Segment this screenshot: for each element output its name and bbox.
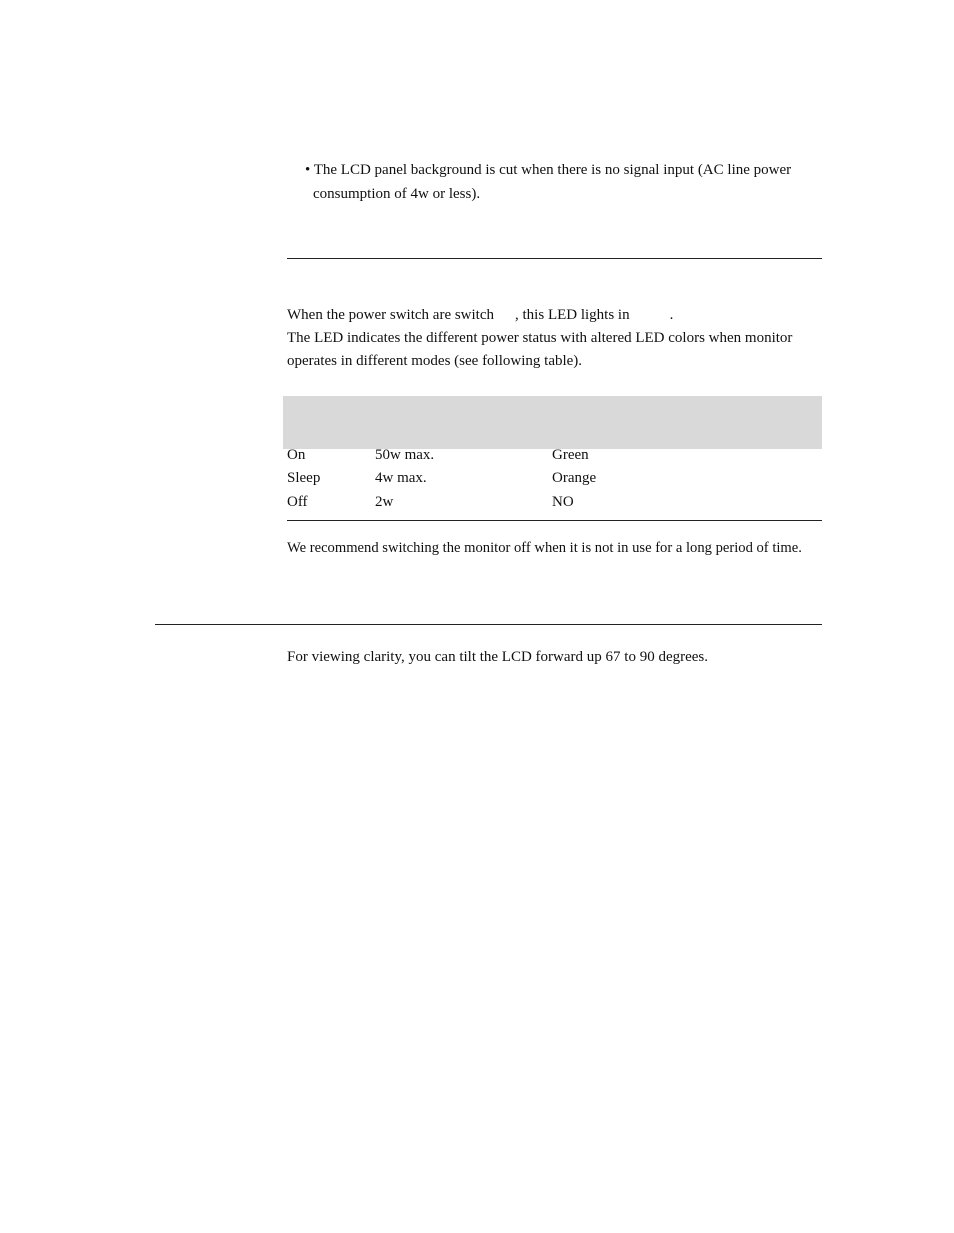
led-intro-part-a: When the power switch are switch [287, 307, 495, 323]
recommendation-note: We recommend switching the monitor off when it is not in use for a long period of time. [287, 540, 802, 556]
mode-cell: On [287, 447, 306, 463]
tilt-paragraph: For viewing clarity, you can tilt the LCD forward up 67 to 90 degrees. [287, 649, 709, 665]
led-intro-line [287, 304, 673, 327]
led-intro-part-c: . [669, 307, 674, 323]
mode-cell: Off [287, 494, 308, 510]
bullet-line-2: consumption of 4w or less). [313, 186, 481, 202]
bullet-paragraph [305, 158, 825, 206]
led-description-line-1: The LED indicates the different power status with altered LED colors when monitor [287, 330, 793, 346]
table-bottom-rule [287, 520, 822, 521]
led-description-line-2: operates in different modes (see following table). [287, 353, 583, 369]
bullet-line-1: • The LCD panel background is cut when there is no signal input (AC line power [305, 162, 792, 178]
mode-cell: Sleep [287, 470, 321, 486]
led-color-cell: NO [552, 494, 574, 510]
power-cell: 2w [375, 494, 394, 510]
power-cell: 4w max. [375, 470, 427, 486]
section-divider [155, 624, 822, 625]
table-header [283, 396, 822, 449]
power-cell: 50w max. [375, 447, 435, 463]
led-color-cell: Orange [552, 470, 597, 486]
led-intro-part-b: , this LED lights in [515, 307, 630, 323]
section-divider [287, 258, 822, 259]
led-color-cell: Green [552, 447, 589, 463]
